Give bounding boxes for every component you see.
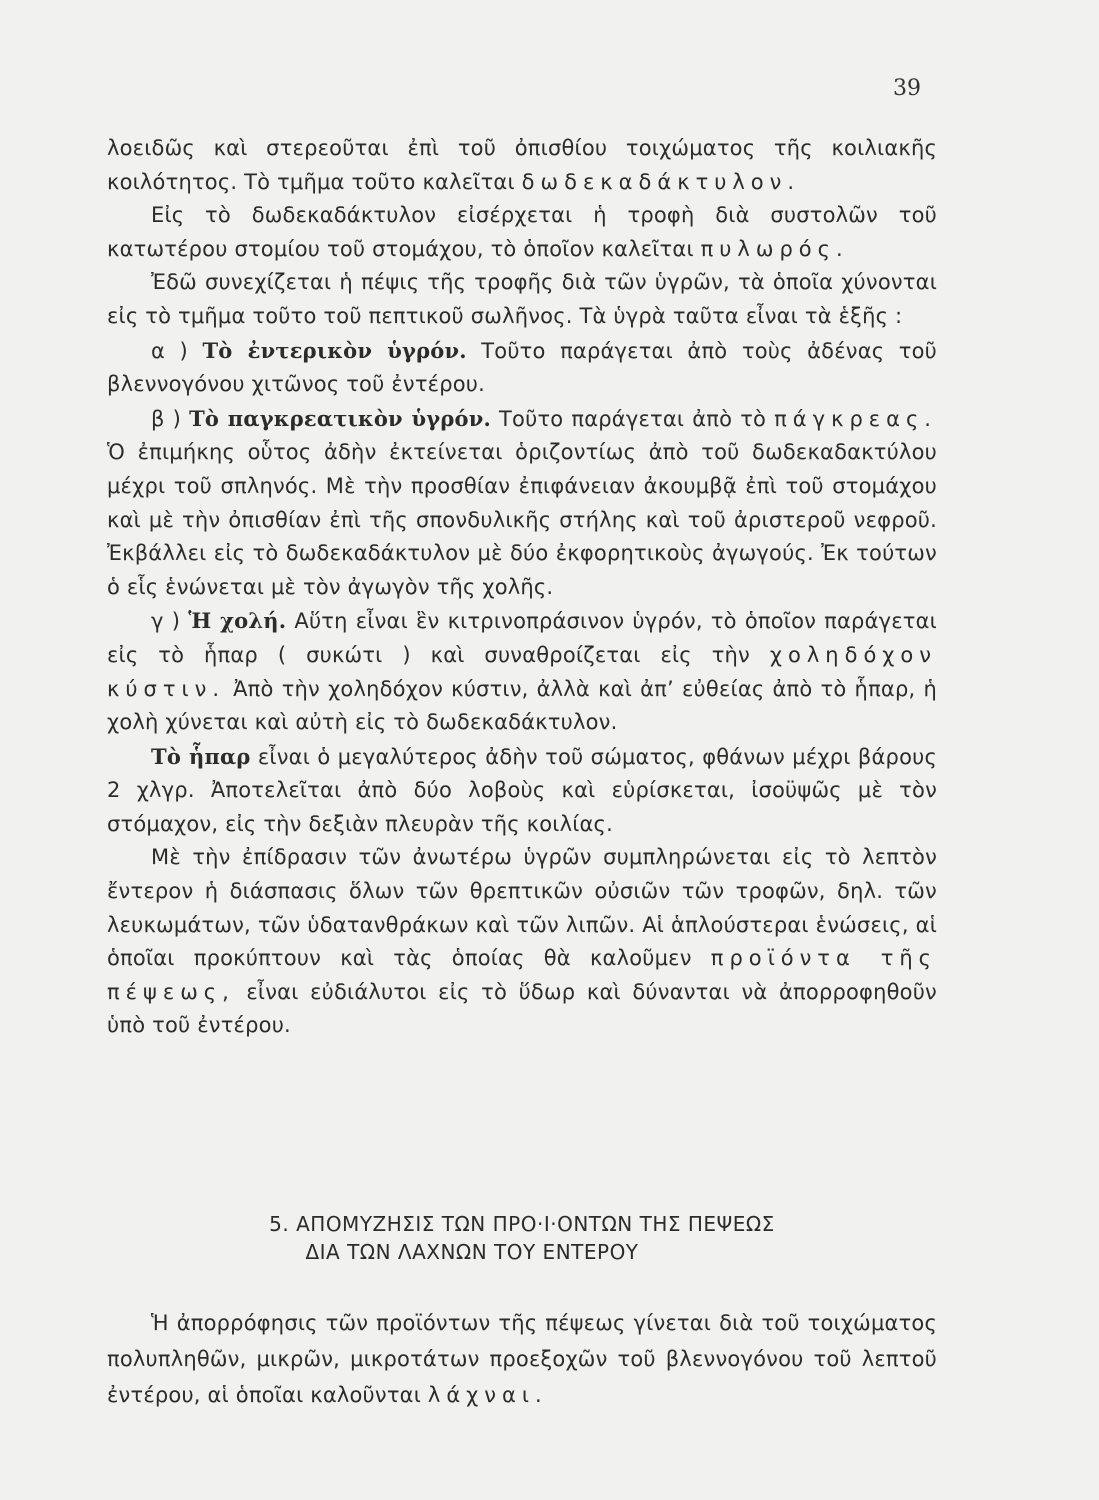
section-title-line-2: ΔΙΑ ΤΩΝ ΛΑΧΝΩΝ ΤΟΥ ΕΝΤΕΡΟΥ (305, 1240, 639, 1264)
heading-intestinal-juice: Τὸ ἐντερικὸν ὑγρόν. (202, 337, 467, 363)
text-span: λοειδῶς καὶ στερεοῦται ἐπὶ τοῦ ὀπισθίου τοιχώματος τῆς κοιλιακῆς κοιλότητος. Τὸ τμῆμα τοῦτο καλεῖται (107, 136, 937, 194)
text-span: Τοῦτο παράγεται ἀπὸ τοὺς ἀδένας τοῦ βλεννογόνου χιτῶνος τοῦ ἐντέρου. (107, 338, 938, 397)
list-marker: β ) (151, 406, 190, 431)
text-span: Μὲ τὴν ἐπίδρασιν τῶν ἀνωτέρω ὑγρῶν συμπληρώνεται εἰς τὸ λεπτὸν ἔντερον ἡ διάσπασις ὅλων τῶν θρεπτικῶν οὐσιῶν τῶν τροφῶν, δηλ. τῶν λευκωμάτων, τῶν ὑδατανθράκων καὶ τῶν λιπῶν. Αἱ ἁπλούστεραι ἑνώσεις, αἱ ὁποῖαι προκύπτουν καὶ τὰς ὁποίας θὰ καλοῦμεν (107, 845, 937, 971)
text-span: εἶναι ὁ μεγαλύτερος ἀδὴν τοῦ σώματος, φθάνων μέχρι βάρους 2 χλγρ. Ἀποτελεῖται ἀπὸ δύο λοβοὺς καὶ εὑρίσκεται, ἰσοϋψῶς μὲ τὸν στόμαχον, εἰς τὴν δεξιὰν πλευρὰν τῆς κοιλίας. (107, 744, 937, 836)
heading-liver: Τὸ ἧπαρ (151, 743, 251, 769)
text-span: εἶναι εὐδιάλυτοι εἰς τὸ ὕδωρ καὶ δύνανται νὰ ἀπορροφηθοῦν ὑπὸ τοῦ ἐντέρου. (107, 979, 937, 1038)
list-marker: γ ) (151, 609, 189, 634)
list-marker: α ) (151, 338, 203, 363)
section-title (107, 1210, 937, 1266)
paragraph-intestinal-juice (107, 334, 937, 402)
text-span: Ἀπὸ τὴν χοληδόχον κύστιν, ἀλλὰ καὶ ἀπ’ εὐθείας ἀπὸ τὸ ἧπαρ, ἡ χολὴ χύνεται καὶ αὐτὴ εἰς τὸ δωδεκαδάκτυλον. (107, 676, 937, 735)
heading-pancreatic-juice: Τὸ παγκρεατικὸν ὑγρόν. (189, 405, 491, 431)
term-pancreas: πάγκρεας. (774, 406, 937, 431)
term-pylorus: πυλωρός. (700, 236, 849, 261)
paragraph-pancreatic-juice (107, 402, 937, 605)
text-span: Αὕτη εἶναι ἓν κιτρινοπράσινον ὑγρόν, τὸ ὁποῖον παράγεται εἰς τὸ ἧπαρ ( συκώτι ) καὶ συναθροίζεται εἰς τὴν (107, 609, 937, 667)
term-villi: λάχναι. (427, 1383, 548, 1407)
paragraph-duodenum (107, 132, 937, 199)
text-span: Εἰς τὸ δωδεκαδάκτυλον εἰσέρχεται ἡ τροφὴ διὰ συστολῶν τοῦ κατωτέρου στομίου τοῦ στομάχου, τὸ ὁποῖον καλεῖται (107, 203, 937, 261)
text-span: Τοῦτο παράγεται ἀπὸ τὸ (490, 406, 775, 431)
closing-text (107, 1305, 937, 1413)
text-span: Ὁ ἐπιμήκης οὗτος ἀδὴν ἐκτείνεται ὁριζοντίως ἀπὸ τοῦ δωδεκαδακτύλου μέχρι τοῦ σπληνός. Μὲ τὴν προσθίαν ἐπιφάνειαν ἀκουμβᾷ ἐπὶ τοῦ στομάχου καὶ μὲ τὴν ὀπισθίαν ἐπὶ τῆς σπονδυλικῆς στήλης καὶ τοῦ ἀριστεροῦ νεφροῦ. Ἐκβάλλει εἰς τὸ δωδεκαδάκτυλον μὲ δύο ἐκφορητικοὺς ἀγωγούς. Ἐκ τούτων ὁ εἷς ἑνώνεται μὲ τὸν ἀγωγὸν τῆς χολῆς. (107, 440, 937, 599)
term-digestion-products: προϊόντα τῆς πέψεως, (107, 946, 937, 1004)
page-number: 39 (893, 76, 921, 101)
paragraph-bile (107, 604, 937, 739)
paragraph-absorption (107, 1305, 937, 1413)
paragraph-digestion-products (107, 841, 937, 1043)
body-text (107, 132, 937, 1043)
term-duodenum: δωδεκαδάκτυλον. (521, 169, 801, 194)
paragraph-liver (107, 740, 937, 842)
section-title-line-1: 5. ΑΠΟΜΥΖΗΣΙΣ ΤΩΝ ΠΡΟ·Ι·ΟΝΤΩΝ ΤΗΣ ΠΕΨΕΩΣ (269, 1212, 775, 1236)
heading-bile: Ἡ χολή. (188, 608, 287, 634)
text-span: Ἡ ἀπορρόφησις τῶν προϊόντων τῆς πέψεως γίνεται διὰ τοῦ τοιχώματος πολυπληθῶν, μικρῶν, μικροτάτων προεξοχῶν τοῦ βλεννογόνου τοῦ λεπτοῦ ἐντέρου, αἱ ὁποῖαι καλοῦνται (107, 1311, 937, 1407)
term-gallbladder: χοληδόχον κύστιν. (107, 642, 937, 701)
paragraph-pylorus (107, 199, 937, 266)
paragraph-digestive-fluids: Ἐδῶ συνεχίζεται ἡ πέψις τῆς τροφῆς διὰ τῶν ὑγρῶν, τὰ ὁποῖα χύνονται εἰς τὸ τμῆμα τοῦτο τοῦ πεπτικοῦ σωλῆνος. Τὰ ὑγρὰ ταῦτα εἶναι τὰ ἑξῆς : (107, 270, 937, 328)
